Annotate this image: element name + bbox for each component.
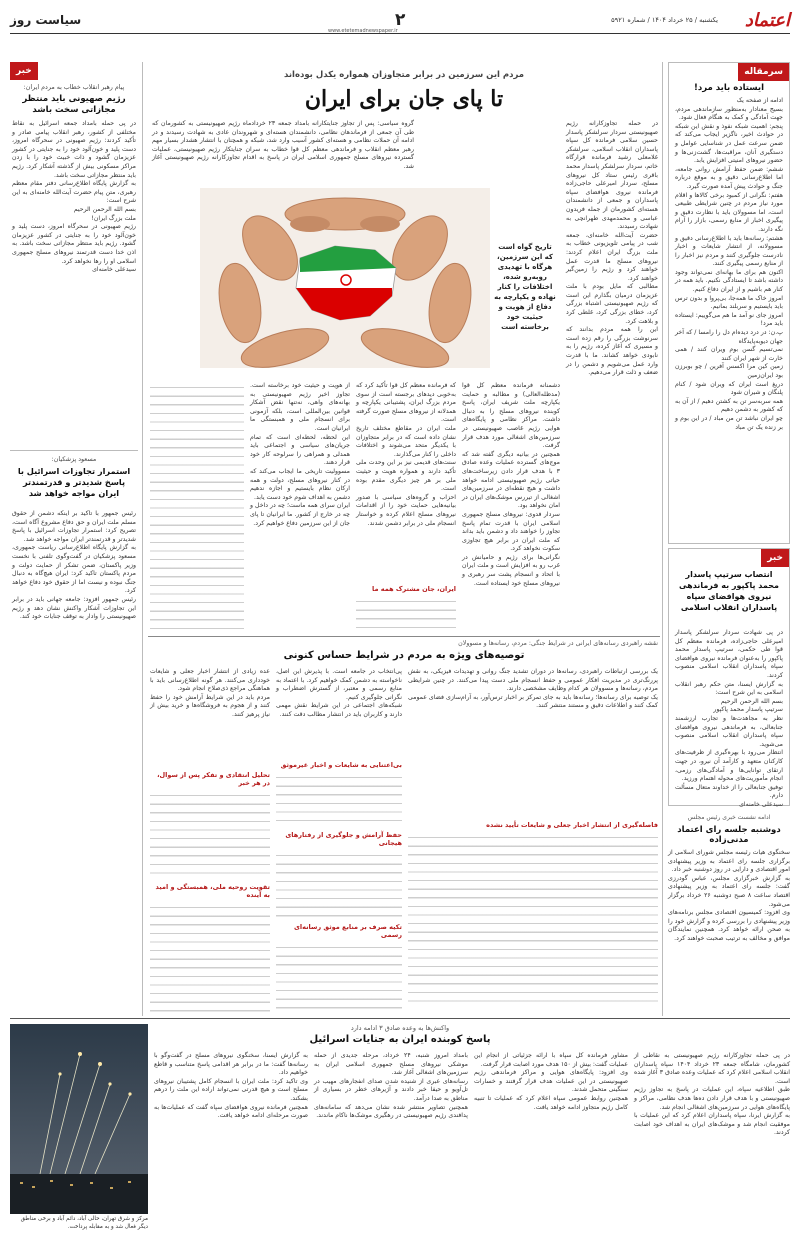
- latest-title: رژیم صهیونی باید منتظر مجازاتی سخت باشد: [22, 94, 126, 115]
- main-col3-tail: [356, 596, 456, 632]
- media-col2-subhead3: تکیه صرف بر منابع موثق رسانه‌ای رسمی: [293, 923, 402, 939]
- session-box: [668, 812, 790, 1012]
- latest-preface: پیام رهبر انقلاب خطاب به مردم ایران:: [23, 84, 125, 91]
- image-caption: تاریخ گواه است که این سرزمین، هرگاه با تهدیدی روبه‌رو شده، اختلافات را کنار نهاده و یکپارچه به دفاع از هویت و حیثیت خود برخاسته است: [494, 243, 556, 331]
- bottom-col4: به گزارش ایسنا، سخنگوی نیروهای مسلح در گفت‌وگو با رسانه‌ها گفت: ما در برابر هر اقدامی پاسخ متناسب و قاطع خواهیم داد. وی تاکید کرد: ملت ایران با انسجام کامل پشتیبان نیروهای مسلح است و هیچ قدرتی نمی‌تواند اراده این ملت را درهم بشکند. همچنین فرمانده نیروی هوافضای سپاه گفت که عملیات‌ها به صورت مرحله‌ای ادامه خواهد یافت.: [154, 1052, 308, 1120]
- editorial-title: ایستاده باید مرد!: [694, 83, 764, 93]
- main-image: [200, 188, 490, 368]
- media-headline: توصیه‌های ویژه به مردم در شرایط حساس کنونی: [283, 650, 525, 661]
- website: www.etetemadnewspaper.ir: [328, 28, 398, 34]
- media-col2-wrap: [276, 668, 402, 1013]
- editorial-body: ادامه از صفحه یک بسیج معنادار به‌منظور سازماندهی مردم، جهت آمادگی و کمک به هنگام فعال شود. پنجم: اهمیت شبکه نفوذ و نقش این شبکه در حوادث اخیر، ناگزیر ایجاب می‌کند که ضمن سرعت عمل در شناسایی عوامل و دستگیری آنان، مراقبت‌ها، گشت‌زنی‌ها و حضور نیروهای امنیتی افزایش یابد. ششم: ضمن حفظ آرامش روانی جامعه، اما اطلاع‌رسانی دقیق و به موقع درباره جنگ و حوادث پیش آمده صورت گیرد. هفتم: نگرانی از کمبود برخی کالاها و اقلام مورد نیاز مردم در چنین شرایطی طبیعی است، اما مسوولان باید با نظارت دقیق و پیگیری اخبار از منابع رسمی، بازار را آرام نگه دارند. هشتم: رسانه‌ها باید با اطلاع‌رسانی دقیق و مسوولانه، از انتشار شایعات و اخبار نادرست جلوگیری کنند و مردم نیز اخبار را از منابع رسمی پیگیری کنند. اکنون هم برای ما بهانه‌ای نمی‌تواند وجود داشته باشد تا ایستادگی نکنیم. باید همه در کنار هم باشیم و از ایران دفاع کنیم. امروز خاک ما همه‌جا، بی‌پروا و بدون ترس باید بایستیم و سربلند بمانیم. امروز جای نو آمد ما هم می‌گوییم: ایستاده باید مرد! پ.ن: در درد دیده‌ام دل را رامسا / که آخر جهان دیوبه‌پایدگاه نمی‌تسیم گسن بوم ویران کنند / همی خارت از شهر ایران کنند زمین کین مرا اکسس آفرین / چو بوبرزن بود ایران‌زمین دریغ است ایران که ویران شود / کنام پلنگان و شیران شود همه سربه‌سر تن به کشتن دهیم / از آن به که کشور به دشمن دهیم چو ایران نباشد تن من مباد / در این بوم و بر زنده یک تن مباد: [675, 97, 783, 431]
- main-kicker: مردم این سرزمین در برابر متجاوزان همواره یکدل بوده‌اند: [283, 70, 525, 80]
- session-body: سخنگوی هیات رئیسه مجلس شورای اسلامی از برگزاری جلسه رای اعتماد به وزیر پیشنهادی امور اقتصادی و دارایی در روز دوشنبه خبر داد. به گزارش خبرگزاری مجلس، عباس گودرزی گفت: جلسه رای اعتماد به وزیر پیشنهادی اقتصاد ساعت ۸ صبح دوشنبه ۲۶ خرداد برگزار می‌شود. وی افزود: کمیسیون اقتصادی مجلس برنامه‌های وزیر پیشنهادی را بررسی کرده و گزارش خود را به صحن ارائه خواهد کرد. همچنین نمایندگان موافق و مخالف به ترتیب صحبت خواهند کرد.: [668, 849, 790, 942]
- media-col3: عده زیادی از انتشار اخبار جعلی و شایعات خودداری می‌کنند. هر گونه اطلاع‌رسانی باید با هماهنگی مراجع ذی‌صلاح انجام شود. مردم باید در این شرایط آرامش خود را حفظ کنند و از هجوم به فروشگاه‌ها و خرید بیش از نیاز پرهیز کنند.: [150, 668, 270, 718]
- media-col2-subhead2: حفظ آرامش و جلوگیری از رفتارهای هیجانی: [285, 831, 402, 847]
- main-col1: در حمله تجاوزکارانه رژیم صهیونیستی سردار سرلشکر پاسدار حسین سلامی فرمانده کل سپاه پاسداران انقلاب اسلامی، سرلشکر غلامعلی رشید فرمانده قرارگاه خاتم، سردار سرلشکر پاسدار محمد باقری رئیس ستاد کل نیروهای مسلح، سردار امیرعلی حاجی‌زاده فرمانده نیروی هوافضای سپاه پاسداران و جمعی از دانشمندان هسته‌ای کشورمان از جمله فریدون عباسی و محمدمهدی طهرانچی به شهادت رسیدند. حضرت آیت‌الله خامنه‌ای، جمعه شب در پیامی تلویزیونی خطاب به ملت بزرگ ایران اعلام کردند: نیروهای مسلح ما قدرت عمل خواهند کرد و رژیم را زمین‌گیر خواهند کرد. مطالبی که مایل بودم با ملت عزیزمان درمیان بگذارم این است که رژیم صهیونیستی اشتباه بزرگی کرد، خطای بزرگی کرد، غلطی کرد و بلاهت کرد. این را همه مردم بدانند که سرنوشت بزرگی را رقم زده است و مسیری که آغاز کرده، رژیم را به نابودی خواهد کشاند. ما با قدرت وارد عمل می‌شویم و دشمن را در ضعف و ذلت قرار می‌دهیم.: [566, 120, 658, 377]
- media-col3-subhead2: تقویت روحیه ملی، همبستگی و امید به آینده: [155, 883, 270, 899]
- missile-night-sky-photo: [10, 1024, 148, 1214]
- news-title: انتصاب سرتیپ پاسدار محمد پاکپور به فرماندهی نیروی هوافضای سپاه پاسداران انقلاب اسلامی: [679, 570, 779, 612]
- editorial-tag: سرمقاله: [738, 63, 789, 81]
- photo-caption: مرکز و شرق تهران، حالی آباد، دائم آباد و برخی مناطق دیگر فعال شد و به مقابله پرداخت.: [20, 1216, 148, 1230]
- main-col3-subhead: ایران، جان مشترک همه ما: [372, 585, 456, 593]
- media-col1-subhead: فاصله‌گیری از انتشار اخبار جعلی و شایعات تأیید نشده: [486, 821, 658, 829]
- editorial-column: [668, 62, 790, 544]
- masthead: [10, 10, 790, 34]
- media-col2-subhead1: بی‌اعتنایی به شایعات و اخبار غیرموثق: [280, 761, 402, 769]
- media-col1-wrap: [408, 668, 658, 1013]
- news-body: در پی شهادت سردار سرلشکر پاسدار امیرعلی حاجی‌زاده، فرمانده معظم کل قوا طی حکمی، سرتیپ پاسدار محمد پاکپور را به‌عنوان فرمانده نیروی هوافضای سپاه پاسداران انقلاب اسلامی منصوب کردند. به گزارش ایسنا، متن حکم رهبر انقلاب اسلامی به این شرح است: بسم الله الرحمن الرحیم سرتیپ پاسدار محمد پاکپور نظر به مجاهدت‌ها و تجارب ارزشمند جنابعالی، به فرماندهی نیروی هوافضای سپاه پاسداران انقلاب اسلامی منصوب می‌شوید. انتظار می‌رود با بهره‌گیری از ظرفیت‌های کارکنان متعهد و کارآمد آن نیرو، در جهت ارتقای توانایی‌ها و آمادگی‌های رزمی، انجام مأموریت‌های محوله اهتمام ورزید. توفیق جنابعالی را از خداوند متعال مسألت دارم. سیدعلی خامنه‌ای: [675, 629, 783, 808]
- second-body: رئیس جمهور با تاکید بر اینکه دشمن از حقوق مسلم ملت ایران و حق دفاع مشروع آگاه است، تصریح کرد: استمرار تجاوزات اسرائیل با پاسخ شدیدتر و قدرتمندتر ایران مواجه خواهد شد. به گزارش پایگاه اطلاع‌رسانی ریاست جمهوری، مسعود پزشکیان در گفت‌وگوی تلفنی با نخست وزیر پاکستان، ضمن تشکر از حمایت دولت و مردم پاکستان تاکید کرد: ایران هیچ‌گاه به دنبال جنگ نبوده و نیست اما از حقوق خود دفاع خواهد کرد. رئیس جمهور افزود: جامعه جهانی باید در برابر این تجاوزات آشکار واکنش نشان دهد و رژیم صهیونیستی را وادار به توقف جنایات خود کند.: [12, 510, 136, 621]
- bottom-col2: مشاور فرمانده کل سپاه با ارائه جزئیاتی از انجام این عملیات گفت: بیش از ۱۵۰ هدف مورد اصابت قرار گرفت. وی افزود: پایگاه‌های هوایی و مراکز فرماندهی رژیم صهیونیستی در این عملیات هدف قرار گرفتند و خسارات سنگینی متحمل شدند. همچنین روابط عمومی سپاه اعلام کرد که عملیات تا تنبیه کامل رژیم متجاوز ادامه خواهد یافت.: [474, 1052, 628, 1111]
- main-col4: از هویت و حیثیت خود برخاسته است. تجاوز اخیر رژیم صهیونیستی به بهانه‌های واهی، نه‌تنها نقض آشکار قوانین بین‌المللی است، بلکه آزمونی برای انسجام ملی و همبستگی ما ایرانیان است. این لحظه، لحظه‌ای است که تمام جریان‌های سیاسی و اجتماعی باید همدلی و همراهی را سرلوحه کار خود قرار دهند. مسوولیت تاریخی ما ایجاب می‌کند که در کنار نیروهای مسلح، دولت و همه ارکان نظام بایستیم و اجازه ندهیم دشمن به اهداف شوم خود دست یابد. ایران سرای همه ماست؛ چه در داخل و چه در خارج از کشور. ما ایرانیان تا پای جان از این سرزمین دفاع خواهیم کرد.: [250, 382, 350, 527]
- main-col5-text: [150, 382, 244, 632]
- latest-body: در پی حمله بامداد جمعه اسرائیل به نقاط مختلفی از کشور، رهبر انقلاب پیامی صادر و تأکید کردند: رژیم صهیونی در سحرگاه امروز، دست پلید و خون‌آلود خود را به جنایتی در کشور عزیزمان گشود و ذات خبیث خود را با زدن مراکز مسکونی بیش از گذشته آشکار کرد. رژیم باید منتظر مجازاتی سخت باشد. به گزارش پایگاه اطلاع‌رسانی دفتر مقام معظم رهبری، متن پیام حضرت آیت‌الله خامنه‌ای به این شرح است: بسم الله الرحمن الرحیم ملت بزرگ ایران! رژیم صهیونی در سحرگاه امروز، دست پلید و خون‌آلود خود را به جنایتی در کشور عزیزمان گشود. رژیم باید منتظر مجازاتی سخت باشد. به اذن خدا دست قدرتمند نیروهای مسلح جمهوری اسلامی او را رها نخواهد کرد. سیدعلی خامنه‌ای: [12, 120, 136, 274]
- session-title: دوشنبه جلسه رای اعتماد مدنی‌زاده: [677, 825, 781, 845]
- news-box: [668, 548, 790, 806]
- media-col3-wrap: [150, 668, 270, 1013]
- main-col2: دشمنانه فرمانده معظم کل قوا (مدظله‌العالی) و مطالبه و حمایت یکپارچه ملت شریف ایران، پاسخ کوبنده نیروهای مسلح را به دنبال داشت. مراکز نظامی و پایگاه‌های هوایی رژیم غاصب صهیونیستی در سرزمین‌های اشغالی مورد هدف قرار گرفت. همچنین در بیانیه دیگری گفته شد که موج‌های گسترده عملیات وعده صادق ۳ با هدف قرار دادن زیرساخت‌های حیاتی رژیم صهیونیستی ادامه خواهد داشت و هیچ نقطه‌ای در سرزمین‌های اشغالی از تیررس موشک‌های ایران در امان نخواهد بود. سردار فدوی: نیروهای مسلح جمهوری اسلامی ایران با قدرت تمام پاسخ تجاوز را خواهند داد و دشمن باید بداند که ملت ایران در برابر هیچ تجاوزی سکوت نخواهد کرد. نگرانی‌ها برای رژیم و حامیانش در غرب رو به افزایش است و ملت ایران با اتحاد و انسجام پشت سر رهبری و نیروهای مسلح خود ایستاده است.: [462, 382, 560, 587]
- latest-tag: خبر: [10, 62, 38, 80]
- media-col3-subhead1: تحلیل انتقادی و تفکر پس از سوال، در هر خبر: [157, 771, 270, 787]
- bottom-col1: در پی حمله تجاوزکارانه رژیم صهیونیستی به نقاطی از کشورمان، شامگاه جمعه ۲۳ خرداد ۱۴۰۴ سپاه پاسداران انقلاب اسلامی اعلام کرد که عملیات وعده صادق ۳ آغاز شده است. طبق اطلاعیه سپاه، این عملیات در پاسخ به تجاوز رژیم صهیونیستی و با هدف قرار دادن ده‌ها هدف نظامی، مراکز و پایگاه‌های هوایی در سرزمین‌های اشغالی انجام شد. به گزارش ایرنا، سپاه پاسداران اعلام کرد که این عملیات با موفقیت انجام شد و موشک‌های ایران به اهداف خود اصابت کردند.: [634, 1052, 791, 1137]
- main-col3: که فرمانده معظم کل قوا تأکید کرد که به‌خوبی دیدهای برجسته است از سوی مردم بزرگ ایران، پشتیبانی یکپارچه و همدلانه از نیروهای مسلح صورت گرفته است. ملت ایران در مقاطع مختلف تاریخ نشان داده است که در برابر متجاوزان با یکدیگر متحد می‌شوند و اختلافات داخلی را کنار می‌گذارند. سنت‌های قدیمی نیز بر این وحدت ملی تأکید دارند و همواره هویت و حیثیت ملی بر هر چیز دیگری مقدم بوده است. احزاب و گروه‌های سیاسی با صدور بیانیه‌هایی حمایت خود را از اقدامات نیروهای مسلح اعلام کرده و خواستار انسجام ملی در برابر دشمن شدند.: [356, 382, 456, 527]
- media-col2: پی‌انتخاب در جامعه است. با پذیرش این اصل، ناخواسته به دشمن کمک خواهیم کرد. با اعتماد به منابع رسمی و معتبر، از گسترش اضطراب و نگرانی جلوگیری کنیم. شبکه‌های اجتماعی در این شرایط نقش مهمی دارند و کاربران باید در انتشار مطالب دقت کنند.: [276, 668, 402, 718]
- hands-iran-map-illustration: [200, 188, 490, 368]
- image-caption-box: [490, 238, 560, 368]
- main-headline: تا پای جان برای ایران: [304, 86, 504, 112]
- logo: اعتماد: [744, 10, 790, 31]
- main-lead: گروه سیاسی: پس از تجاوز جنایتکارانه بامداد جمعه ۲۳ خردادماه رژیم صهیونیستی به کشورمان که طی آن جمعی از فرماندهان نظامی، دانشمندان هسته‌ای و شهروندان عادی به شهادت رسیدند و در ادامه آن حملات نظامی و هسته‌ای کشور آسیب وارد شد، شبکه و همچنان با انتشار هشدار بسیار مهم رهبر معظم انقلاب و فرماندهی معظم کل قوا خطاب به سران جنایتکار رژیم صهیونیستی، عملیات گسترده نیروهای مسلح جمهوری اسلامی ایران در پاسخ به اقدام تجاوزکارانه رژیم صهیونیستی آغاز شد.: [152, 120, 414, 170]
- bottom-col3: بامداد امروز شنبه، ۲۴ خرداد، مرحله جدیدی از حمله موشکی نیروهای مسلح جمهوری اسلامی ایران به سرزمین‌های اشغالی آغاز شد. رسانه‌های عبری از شنیده شدن صدای انفجارهای مهیب در تل‌آویو و حیفا خبر دادند و آژیرهای خطر در بسیاری از مناطق به صدا درآمد. همچنین تصاویر منتشر شده نشان می‌دهد که سامانه‌های پدافندی رژیم صهیونیستی در رهگیری موشک‌ها ناکام ماندند.: [314, 1052, 468, 1120]
- bottom-photo: [10, 1024, 148, 1214]
- bottom-kicker: واکنش‌ها به وعده صادق ۳ ادامه دارد: [350, 1024, 450, 1032]
- date-line: یکشنبه / ۲۵ خرداد ۱۴۰۴ / شماره ۵۹۲۱: [611, 16, 718, 24]
- main-col3-wrap: [356, 382, 456, 632]
- second-author: مسعود پزشکیان:: [51, 456, 97, 463]
- bottom-headline: پاسخ کوبنده ایران به جنایات اسرائیل: [309, 1034, 491, 1045]
- latest-news-column: [10, 62, 138, 1016]
- second-title: استمرار تجاوزات اسرائیل با پاسخ شدیدتر و قدرتمندتر ایران مواجه خواهد شد: [17, 466, 131, 498]
- section-title: سیاست روز: [10, 13, 82, 27]
- media-col1-tail: [408, 832, 658, 1002]
- news-tag: خبر: [761, 549, 789, 567]
- page-number: ۲: [395, 10, 406, 30]
- media-kicker: نقشه راهبردی رسانه‌های ایرانی در شرایط جنگی: مردم، رسانه‌ها و مسوولان: [458, 640, 658, 647]
- session-intro: ادامه نشست خبری رئیس مجلس: [687, 814, 771, 821]
- media-col1: یک بررسی ارتباطات راهبردی، رسانه‌ها در دوران تشدید جنگ روانی و تهدیدات فیزیکی، به نقش پررنگ‌تری در مدیریت افکار عمومی و حفظ انسجام ملی دست پیدا می‌کنند. در چنین شرایطی مردم، رسانه‌ها و مسوولان هر کدام وظایف مشخصی دارند. یک توصیه برای رسانه‌ها؛ رسانه‌ها باید به جای تمرکز بر اخبار ترس‌آور، به آرام‌سازی فضای عمومی کمک کنند و اطلاعات دقیق و مستند منتشر کنند.: [408, 668, 658, 710]
